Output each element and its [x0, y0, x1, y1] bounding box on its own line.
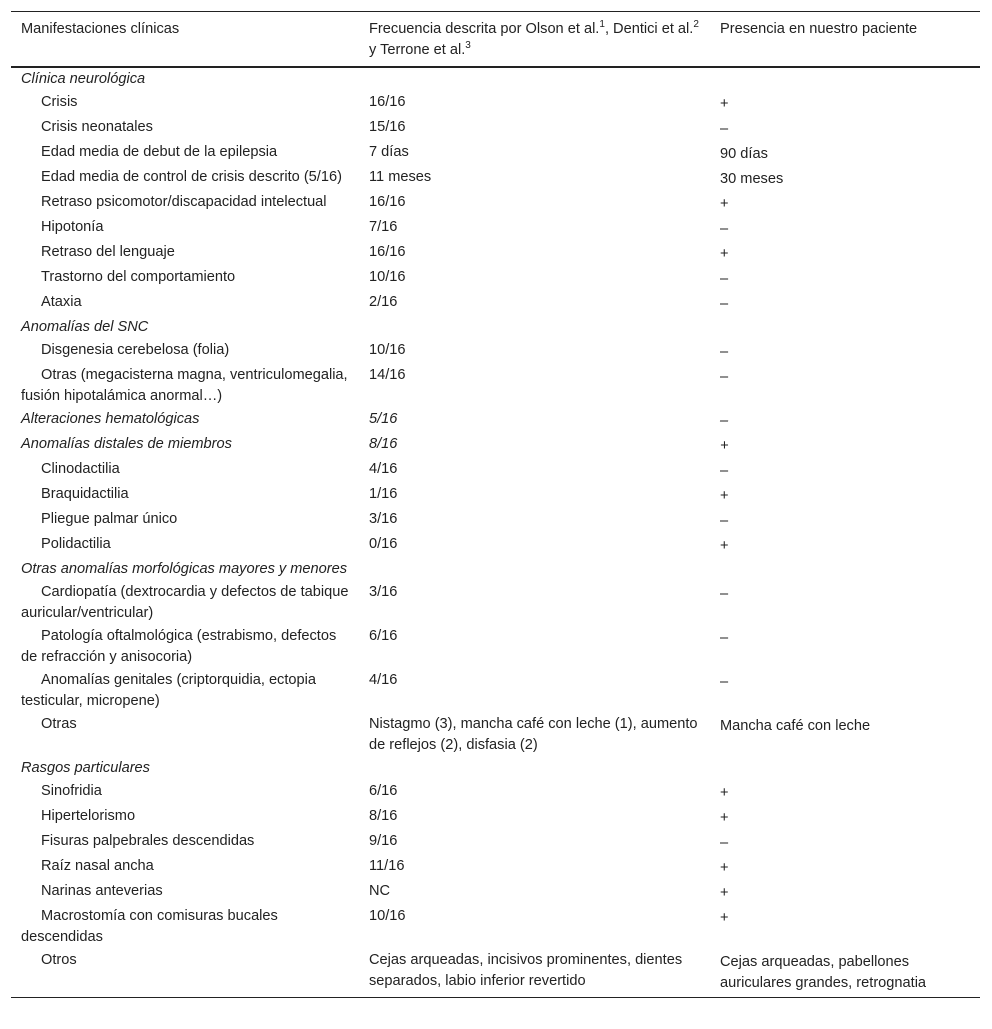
frequency-cell: Cejas arqueadas, incisivos prominentes, dientes separados, labio inferior revertido — [369, 952, 683, 989]
table-row — [11, 365, 980, 409]
frequency-cell: 0/16 — [369, 536, 398, 552]
table-header — [11, 12, 980, 68]
manifestation-cell: Macrostomía con comisuras bucales descendidas — [21, 908, 278, 945]
presence-cell — [710, 559, 980, 582]
presence-cell: + — [720, 860, 729, 876]
table-row — [11, 217, 980, 242]
frequency-cell: 3/16 — [369, 584, 398, 600]
table-row — [11, 242, 980, 267]
manifestation-cell: Otras (megacisterna magna, ventriculomegalia, fusión hipotalámica anormal…) — [21, 367, 348, 404]
frequency-cell: 8/16 — [369, 808, 398, 824]
table-row — [11, 534, 980, 559]
frequency-cell: NC — [369, 883, 391, 899]
manifestation-cell: Trastorno del comportamiento — [41, 269, 236, 285]
category-row — [11, 434, 980, 459]
frequency-cell — [359, 559, 710, 582]
manifestation-cell: Anomalías genitales (criptorquidia, ectopia testicular, micropene) — [21, 672, 317, 709]
frequency-cell — [359, 67, 710, 92]
frequency-cell: 14/16 — [369, 367, 406, 383]
manifestation-cell: Hipotonía — [41, 219, 104, 235]
frequency-cell: 4/16 — [369, 672, 398, 688]
frequency-cell: 10/16 — [369, 908, 406, 924]
frequency-cell — [359, 758, 710, 781]
manifestation-cell: Narinas anteverias — [41, 883, 163, 899]
presence-cell: – — [720, 513, 729, 529]
header-presence: Presencia en nuestro paciente — [720, 21, 918, 37]
manifestation-cell: Fisuras palpebrales descendidas — [41, 833, 255, 849]
frequency-cell: 16/16 — [369, 244, 406, 260]
manifestation-cell: Retraso psicomotor/discapacidad intelectual — [41, 194, 327, 210]
presence-cell: – — [720, 463, 729, 479]
manifestation-cell: Retraso del lenguaje — [41, 244, 175, 260]
manifestation-cell: Raíz nasal ancha — [41, 858, 154, 874]
manifestation-cell: Cardiopatía (dextrocardia y defectos de tabique auricular/ventricular) — [21, 584, 349, 621]
frequency-cell: 15/16 — [369, 119, 406, 135]
table-row — [11, 781, 980, 806]
frequency-cell: 7/16 — [369, 219, 398, 235]
presence-cell: – — [720, 369, 729, 385]
table-row — [11, 950, 980, 998]
presence-cell: – — [720, 344, 729, 360]
table-row — [11, 267, 980, 292]
manifestation-cell: Otras — [41, 716, 77, 732]
manifestation-cell: Polidactilia — [41, 536, 111, 552]
presence-cell: + — [720, 910, 729, 926]
header-frequency-part-3: y Terrone et al. — [369, 42, 466, 58]
presence-cell: – — [720, 221, 729, 237]
manifestation-cell: Braquidactilia — [41, 486, 129, 502]
manifestation-cell: Otras anomalías morfológicas mayores y menores — [21, 561, 348, 577]
manifestation-cell: Anomalías del SNC — [21, 319, 149, 335]
table-row — [11, 626, 980, 670]
presence-cell: + — [720, 885, 729, 901]
frequency-cell: Nistagmo (3), mancha café con leche (1), aumento de reflejos (2), disfasia (2) — [369, 716, 698, 753]
presence-cell: 90 días — [720, 146, 768, 162]
table-row — [11, 117, 980, 142]
presence-cell: Mancha café con leche — [720, 718, 871, 734]
manifestation-cell: Clinodactilia — [41, 461, 120, 477]
table-row — [11, 459, 980, 484]
table-row — [11, 582, 980, 626]
manifestation-cell: Sinofridia — [41, 783, 102, 799]
manifestation-cell: Rasgos particulares — [21, 760, 150, 776]
table-row — [11, 192, 980, 217]
frequency-cell: 5/16 — [369, 411, 398, 427]
presence-cell: + — [720, 196, 729, 212]
manifestation-cell: Otros — [41, 952, 77, 968]
category-row — [11, 67, 980, 92]
frequency-cell: 9/16 — [369, 833, 398, 849]
table-row — [11, 670, 980, 714]
manifestation-cell: Anomalías distales de miembros — [21, 436, 232, 452]
table-row — [11, 806, 980, 831]
manifestation-cell: Edad media de debut de la epilepsia — [41, 144, 278, 160]
presence-cell: + — [720, 538, 729, 554]
table-row — [11, 292, 980, 317]
manifestation-cell: Patología oftalmológica (estrabismo, defectos de refracción y anisocoria) — [21, 628, 337, 665]
frequency-cell: 8/16 — [369, 436, 398, 452]
table-row — [11, 881, 980, 906]
frequency-cell: 7 días — [369, 144, 409, 160]
frequency-cell: 6/16 — [369, 783, 398, 799]
table-row — [11, 142, 980, 167]
clinical-manifestations-table — [11, 11, 980, 998]
manifestation-cell: Clínica neurológica — [21, 71, 146, 87]
manifestation-cell: Crisis neonatales — [41, 119, 153, 135]
frequency-cell: 10/16 — [369, 269, 406, 285]
presence-cell: – — [720, 271, 729, 287]
header-frequency — [359, 12, 710, 68]
table-row — [11, 509, 980, 534]
category-row — [11, 559, 980, 582]
frequency-cell: 16/16 — [369, 194, 406, 210]
presence-cell: + — [720, 96, 729, 112]
presence-cell: + — [720, 438, 729, 454]
presence-cell: + — [720, 810, 729, 826]
reference-1: 1 — [599, 19, 605, 31]
manifestation-cell: Ataxia — [41, 294, 82, 310]
frequency-cell: 6/16 — [369, 628, 398, 644]
manifestation-cell: Crisis — [41, 94, 78, 110]
presence-cell — [710, 758, 980, 781]
frequency-cell: 2/16 — [369, 294, 398, 310]
table-body — [11, 67, 980, 998]
table-row — [11, 484, 980, 509]
frequency-cell: 16/16 — [369, 94, 406, 110]
presence-cell — [710, 317, 980, 340]
manifestation-cell: Alteraciones hematológicas — [21, 411, 200, 427]
table-row — [11, 831, 980, 856]
category-row — [11, 409, 980, 434]
presence-cell: – — [720, 674, 729, 690]
table-row — [11, 856, 980, 881]
table-row — [11, 906, 980, 950]
presence-cell: 30 meses — [720, 171, 784, 187]
frequency-cell: 4/16 — [369, 461, 398, 477]
presence-cell: – — [720, 630, 729, 646]
presence-cell: – — [720, 586, 729, 602]
frequency-cell — [359, 317, 710, 340]
frequency-cell: 10/16 — [369, 342, 406, 358]
presence-cell: + — [720, 785, 729, 801]
category-row — [11, 758, 980, 781]
presence-cell: – — [720, 121, 729, 137]
manifestation-cell: Pliegue palmar único — [41, 511, 178, 527]
presence-cell: + — [720, 246, 729, 262]
frequency-cell: 11/16 — [369, 858, 405, 874]
presence-cell — [710, 67, 980, 92]
frequency-cell: 11 meses — [369, 169, 432, 185]
manifestation-cell: Disgenesia cerebelosa (folia) — [41, 342, 230, 358]
reference-2: 2 — [693, 19, 699, 31]
header-manifestations: Manifestaciones clínicas — [21, 21, 180, 37]
presence-cell: – — [720, 835, 729, 851]
frequency-cell: 3/16 — [369, 511, 398, 527]
table-row — [11, 92, 980, 117]
presence-cell: – — [720, 413, 729, 429]
header-frequency-part-2: , Dentici et al. — [604, 21, 694, 37]
frequency-cell: 1/16 — [369, 486, 398, 502]
table-row — [11, 714, 980, 758]
manifestation-cell: Edad media de control de crisis descrito (5/16) — [41, 169, 342, 185]
table-row — [11, 340, 980, 365]
table-row — [11, 167, 980, 192]
presence-cell: + — [720, 488, 729, 504]
presence-cell: – — [720, 296, 729, 312]
presence-cell: Cejas arqueadas, pabellones auriculares grandes, retrognatia — [720, 954, 927, 991]
category-row — [11, 317, 980, 340]
header-frequency-part-1: Frecuencia descrita por Olson et al. — [369, 21, 600, 37]
header-row — [11, 12, 980, 68]
manifestation-cell: Hipertelorismo — [41, 808, 136, 824]
reference-3: 3 — [465, 40, 471, 52]
